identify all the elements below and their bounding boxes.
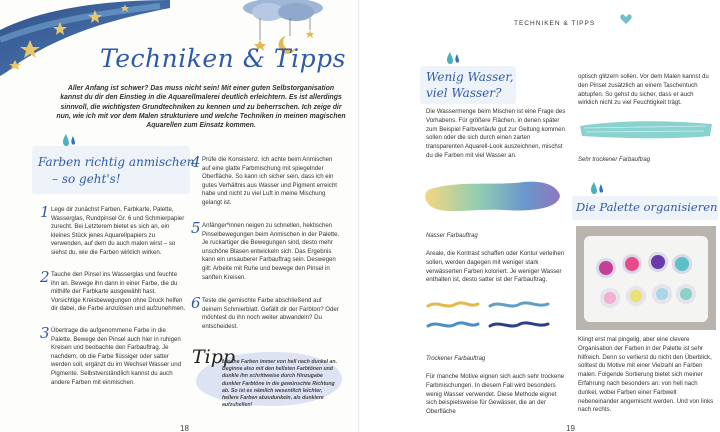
paragraph: Areale, die Kontrast schaffen oder Kontur verleihen sollen, werden dagegen mit weniger stark verwässerten Farben koloriert. Je weniger Wasser enthalten ist, desto satter ist der Farbauftrag.	[426, 250, 565, 284]
step-text: Anfänger*innen neigen zu schnellen, hektischen Pinselbewegungen beim Anmischen in der Palette. Je ruckartiger die Bewegungen sind, desto mehr unschöne Blasen entwickeln sich. Das Ergebnis kann ein unsauberer Farbauftrag sein. Deswegen gilt: Arbeite mit Ruhe und bewege den Pinsel in sanften Kreisen.	[202, 222, 340, 281]
heading-palette: Die Palette organisieren	[576, 200, 718, 214]
caption: Trockener Farbauftrag	[426, 356, 486, 362]
dry-paint-strokes	[424, 296, 564, 344]
paragraph: Für manche Motive eignen sich auch sehr trockene Farbmischungen. In diesem Fall wird besonders wenig Wasser verwendet. Diese Methode eignet sich beispielsweise für Gewässer, die an der Oberfläche	[426, 373, 565, 416]
step-number: 2	[40, 268, 50, 286]
running-head: TECHNIKEN & TIPPS	[514, 20, 596, 27]
intro-text: Aller Anfang ist schwer? Das muss nicht sein! Mit einer guten Selbstorganisation kannst du dir den Einstieg in die Aquarellmalerei deutlich erleichtern. Es ist allerdings sinnvoll, die wichtigsten Grundtechniken zu kennen und zu beherrschen. Ich zeige dir nun, wie ich mit vor dem Malen strukturiere und welche Techniken in meinen magischen Aquarellen zum Einsatz kommen.	[56, 85, 346, 130]
step-number: 5	[191, 219, 201, 237]
step-text: Prüfe die Konsistenz. Ich achte beim Anmischen auf eine glatte Farbmischung mit spiegelnder Oberfläche. So kann ich sicher sein, dass ich ein gutes Verhältnis aus Wasser und Pigment erreicht habe und nicht zu viel Luft in meine Mischung gelangt ist.	[202, 156, 337, 206]
step-text: Tauche den Pinsel ins Wasserglas und feuchte ihn an. Bewege ihn dann in einer Farbe, die du mithilfe der Farbkarte ausgewählt hast. Vorsichtige Kreisbewegungen ohne Druck helfen dir dabei, die Farbe anzulösen und aufzunehmen.	[51, 271, 186, 313]
paragraph: Klingt erst mal pingelig, aber eine clevere Organisation der Farben in der Palette ist sehr hilfreich. Denn so verlierst du nicht den Überblick, solltest du Motive mit einer Vielzahl an Farben malen. Folgende Sortierung bietet sich meiner Erfahrung nach besonders an: von hell nach dunkel, wobei Farben einer Farbwelt nebeneinander angemischt werden. Und von links nach rechts.	[578, 336, 714, 414]
step-number: 6	[191, 294, 201, 312]
step-text: Übertrage die aufgenommene Farbe in die Palette. Bewege den Pinsel auch hier in ruhigen Kreisen und beobachte den Farbauftrag. Je nachdem, ob die Farbe flüssiger oder satter werden soll, ergänzt du im Wechsel Wasser und Pigmente. Selbstverständlich kannst du auch andere Farben mit einmischen.	[51, 327, 182, 386]
tipp-text: Mische Farben immer von hell nach dunkel an. Beginne also mit den hellsten Farbtönen und dunkle ihn schrittweise durch Hinzugabe dunkler Farbtöne in die gewünschte Richtung ab. So ist es nämlich wesentlich leichter, hellere Farben abzudunkeln, als dunklere aufzuhellen!	[222, 359, 338, 409]
wet-paint-swatch	[424, 176, 564, 224]
paragraph: Die Wassermenge beim Mischen ist eine Frage des Vorhabens. Für größere Flächen, in denen später zum Beispiel Farbverläufe gut zur Geltung kommen sollen oder die sich durch einen zarten transparenten Aquarell-Look auszeichnen, mischst du die Farben mit viel Wasser an.	[426, 108, 566, 159]
step-text: Teste die gemischte Farbe abschließend auf deinem Schmierblatt. Gefällt dir der Farbton? Oder möchtest du ihn noch weiter abwandeln? Du entscheidest.	[202, 297, 339, 330]
step-number: 1	[40, 203, 50, 221]
caption: Sehr trockener Farbauftrag	[578, 157, 651, 163]
section-heading-line-2: – so geht's!	[52, 172, 121, 186]
very-dry-brush-stroke	[576, 116, 716, 144]
section-heading-line-1: Farben richtig anmischen	[38, 155, 195, 169]
paragraph: optisch glitzern sollen. Vor dem Malen kannst du den Pinsel zusätzlich an einem Taschentuch abtupfen. So gehst du sicher, dass er auch wirklich nicht zu viel Feuchtigkeit trägt.	[578, 73, 709, 107]
palette-photo	[576, 226, 716, 330]
page-title: Techniken & Tipps	[100, 44, 346, 73]
step-number: 3	[40, 324, 50, 342]
right-page	[360, 0, 720, 432]
heading-viel-wasser: viel Wasser?	[426, 86, 502, 100]
step-number: 4	[191, 153, 201, 171]
heading-wenig-wasser: Wenig Wasser,	[426, 70, 514, 84]
page-number: 18	[180, 424, 189, 432]
heart-icon	[620, 13, 632, 25]
caption: Nasser Farbauftrag	[426, 233, 478, 239]
step-text: Lege dir zunächst Farben, Farbkarte, Palette, Wasserglas, Rundpinsel Gr. 6 und Schmierpapier zurecht. Bei Letzterem bietet es sich an, ein kleines Stück jenes Aquarellpapiers zu verwenden, auf dem du auch malen wirst – so siehst du, wie die Farben wirklich wirken.	[51, 206, 185, 256]
page-number: 19	[566, 424, 575, 432]
tipp-label: Tipp	[192, 346, 236, 368]
